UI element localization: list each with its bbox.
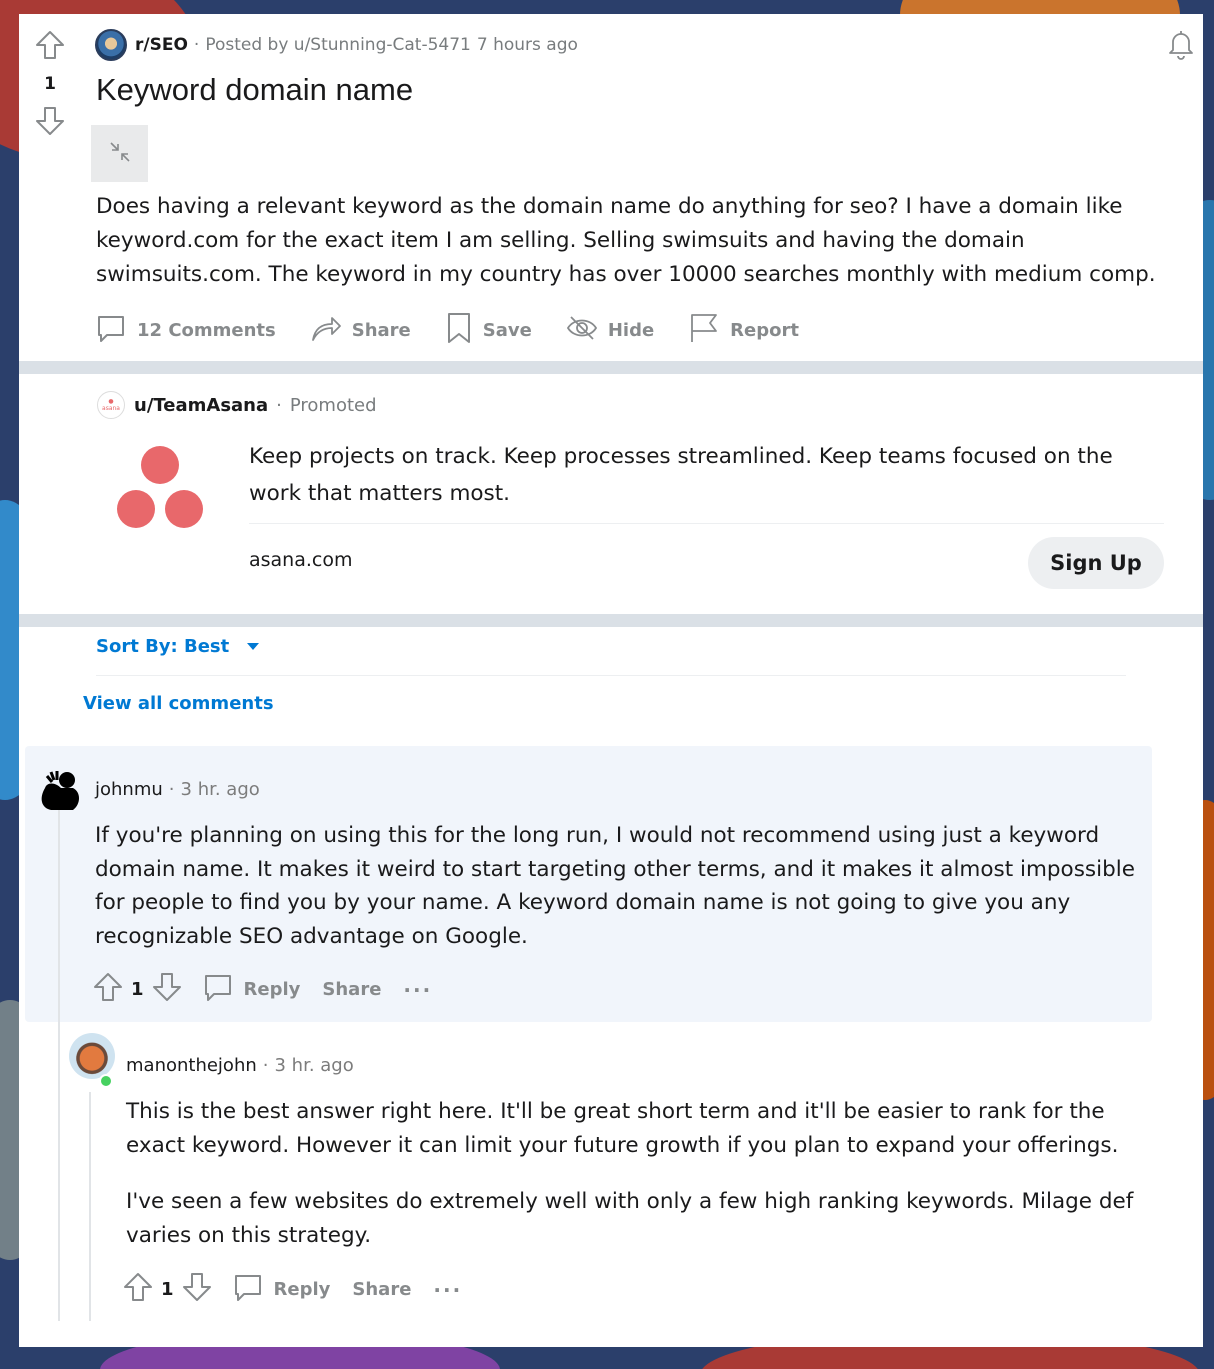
- asana-logo[interactable]: [114, 446, 206, 528]
- promoted-separator: ·: [276, 394, 282, 416]
- comment-separator: ·: [262, 1055, 269, 1076]
- promoted-meta: [97, 392, 377, 418]
- comment-paragraph: If you're planning on using this for the long run, I would not recommend using just a keyword domain name. It makes it weird to start targeting other terms, and it makes it almost impossible for people to find you by your name. A keyword domain name is not going to give you any recognizable SEO advantage on Google.: [95, 823, 1135, 949]
- avatar[interactable]: [37, 768, 83, 814]
- vote-column: [19, 14, 81, 140]
- collapse-icon: [106, 138, 134, 170]
- view-all-comments-link[interactable]: View all comments: [83, 693, 274, 714]
- comment-author[interactable]: johnmu: [95, 779, 163, 800]
- flag-icon: [688, 312, 730, 349]
- comments-button[interactable]: [95, 312, 276, 349]
- bell-icon[interactable]: [1165, 28, 1197, 64]
- save-button[interactable]: [445, 312, 532, 349]
- post-action-bar: [95, 312, 833, 348]
- mini-logo-text: asana: [102, 404, 120, 412]
- asana-mini-logo[interactable]: ● asana: [97, 391, 125, 419]
- reply-button[interactable]: [202, 971, 301, 1008]
- promoted-domain[interactable]: asana.com: [249, 549, 353, 571]
- comment-action-bar: [123, 1271, 462, 1308]
- hide-label: Hide: [607, 319, 655, 341]
- promoted-divider: [249, 523, 1164, 524]
- comments-label: 12 Comments: [137, 319, 276, 341]
- comment-action-bar: [93, 971, 432, 1008]
- post-card: [19, 14, 1203, 1347]
- comment-paragraph: This is the best answer right here. It'll be great short term and it'll be easier to rank for the exact keyword. However it can limit your future growth if you plan to expand your offerings.: [126, 1099, 1119, 1158]
- avatar[interactable]: [69, 1033, 115, 1079]
- upvote-icon[interactable]: [93, 972, 123, 1007]
- comment-icon: [95, 312, 137, 349]
- share-label: Share: [351, 319, 411, 341]
- collapse-media-button[interactable]: [91, 125, 148, 182]
- more-options-icon[interactable]: ···: [403, 977, 433, 1002]
- hide-button[interactable]: [566, 312, 654, 349]
- comment-share-button[interactable]: Share: [322, 979, 382, 1000]
- promoted-user[interactable]: u/TeamAsana: [134, 394, 269, 416]
- comment-time: 3 hr. ago: [274, 1055, 354, 1076]
- thread-line[interactable]: [89, 1092, 91, 1321]
- post-body: Does having a relevant keyword as the domain name do anything for seo? I have a domain like keyword.com for the exact item I am selling. Selling swimsuits and having the domain swimsuits.com. The keyword in my country has over 10000 searches monthly with medium comp.: [96, 194, 1156, 287]
- report-label: Report: [730, 319, 799, 341]
- comment-icon: [232, 1271, 274, 1308]
- comment-author[interactable]: manonthejohn: [126, 1055, 257, 1076]
- online-status-icon: [99, 1074, 113, 1088]
- downvote-icon[interactable]: [152, 972, 182, 1007]
- more-options-icon[interactable]: ···: [433, 1277, 463, 1302]
- subreddit-link[interactable]: r/SEO: [135, 35, 188, 55]
- downvote-icon[interactable]: [182, 1272, 212, 1307]
- sort-label: Sort By: Best: [96, 636, 230, 657]
- comment-time: 3 hr. ago: [180, 779, 260, 800]
- section-divider: [19, 614, 1203, 627]
- comment-meta: [95, 779, 260, 800]
- downvote-icon[interactable]: [35, 106, 65, 140]
- sign-up-button[interactable]: Sign Up: [1028, 537, 1164, 589]
- upvote-icon[interactable]: [123, 1272, 153, 1307]
- comment-score: 1: [161, 1279, 174, 1300]
- post-title[interactable]: Keyword domain name: [96, 72, 414, 107]
- caret-down-icon: [247, 643, 259, 650]
- section-divider: [19, 361, 1203, 374]
- comment-meta: [126, 1055, 354, 1076]
- sort-dropdown[interactable]: [96, 636, 259, 657]
- posted-by[interactable]: Posted by u/Stunning-Cat-5471: [205, 35, 471, 55]
- post-score: 1: [44, 74, 56, 94]
- comment-separator: ·: [168, 779, 175, 800]
- share-button[interactable]: [310, 312, 411, 349]
- save-label: Save: [482, 319, 532, 341]
- report-button[interactable]: [688, 312, 799, 349]
- comment-share-button[interactable]: Share: [352, 1279, 412, 1300]
- post-time: 7 hours ago: [476, 35, 578, 55]
- comment-body: [95, 819, 1135, 953]
- upvote-icon[interactable]: [35, 30, 65, 64]
- post-meta: [95, 30, 578, 60]
- meta-separator: ·: [193, 35, 200, 55]
- share-icon: [310, 312, 352, 349]
- hide-eye-icon: [566, 312, 608, 349]
- reply-label: Reply: [273, 1279, 331, 1300]
- bookmark-icon: [445, 312, 483, 349]
- thread-line[interactable]: [58, 810, 60, 1321]
- promoted-text[interactable]: Keep projects on track. Keep processes streamlined. Keep teams focused on the work that matters most.: [249, 444, 1113, 506]
- subreddit-avatar[interactable]: [95, 29, 127, 61]
- reply-label: Reply: [243, 979, 301, 1000]
- comment-icon: [202, 971, 244, 1008]
- comment-paragraph: I've seen a few websites do extremely well with only a few high ranking keywords. Milage def varies on this strategy.: [126, 1189, 1134, 1248]
- reply-button[interactable]: [232, 1271, 331, 1308]
- sort-divider: [96, 675, 1126, 676]
- comment-body: [126, 1095, 1136, 1252]
- comment-score: 1: [131, 979, 144, 1000]
- promoted-tag: Promoted: [289, 394, 377, 416]
